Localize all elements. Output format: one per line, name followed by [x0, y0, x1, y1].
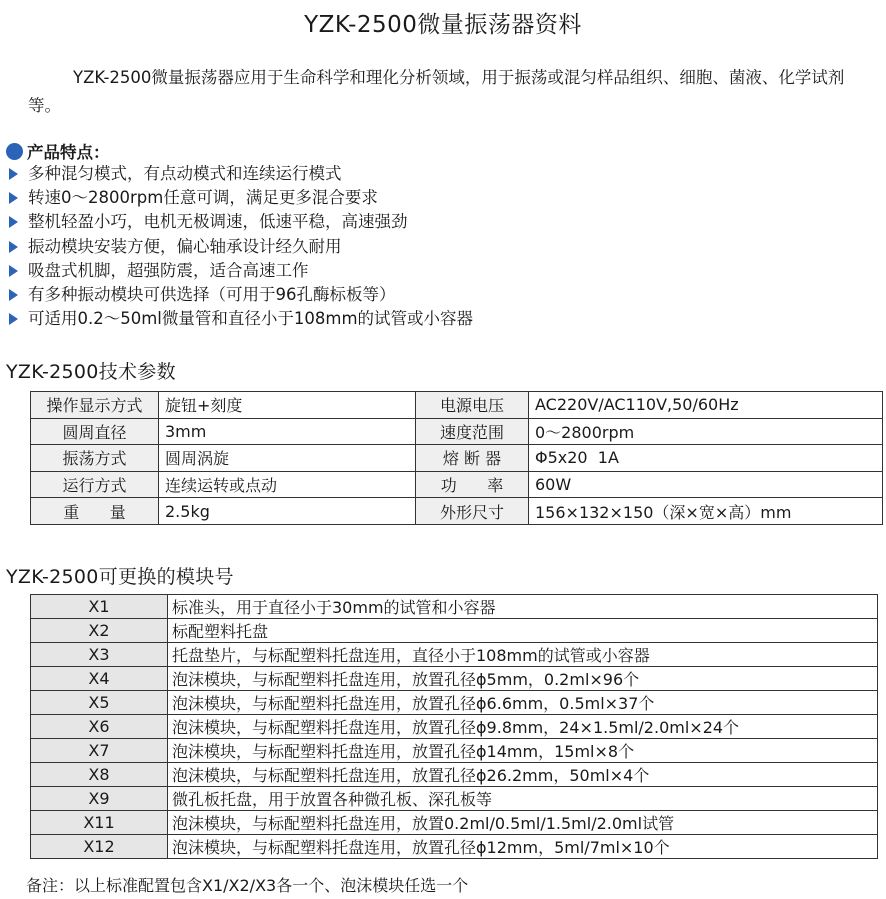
features-heading [6, 139, 110, 163]
feature-item: 振动模块安装方便，偏心轴承设计经久耐用 [8, 235, 473, 259]
modules-title: YZK-2500可更换的模块号 [6, 566, 234, 588]
feature-item: 可适用0.2～50ml微量管和直径小于108mm的试管或小容器 [8, 307, 473, 331]
table-row: X1 标准头，用于直径小于30mm的试管和小容器 [31, 595, 878, 619]
table-row: X9 微孔板托盘，用于放置各种微孔板、深孔板等 [31, 787, 878, 811]
triangle-bullet-icon [9, 216, 18, 228]
table-row: X3 托盘垫片，与标配塑料托盘连用，直径小于108mm的试管或小容器 [31, 643, 878, 667]
table-row: 操作显示方式 旋钮+刻度 电源电压 AC220V/AC110V,50/60Hz [31, 392, 883, 419]
features-heading-label: 产品特点： [27, 143, 110, 162]
page-title: YZK-2500微量振荡器资料 [304, 12, 582, 38]
feature-item: 整机轻盈小巧，电机无极调速，低速平稳，高速强劲 [8, 210, 473, 234]
table-row: X11 泡沫模块，与标配塑料托盘连用，放置0.2ml/0.5ml/1.5ml/2.0ml试管 [31, 811, 878, 835]
spec-table [30, 391, 883, 525]
table-row: 振荡方式 圆周涡旋 熔 断 器 Φ5x20 1A [31, 445, 883, 472]
table-row: 重 量 2.5kg 外形尺寸 156×132×150（深×宽×高）mm [31, 498, 883, 525]
feature-item: 吸盘式机脚，超强防震，适合高速工作 [8, 259, 473, 283]
feature-item: 多种混匀模式，有点动模式和连续运行模式 [8, 162, 473, 186]
table-row: X6 泡沫模块，与标配塑料托盘连用，放置孔径ϕ9.8mm，24×1.5ml/2.0ml×24个 [31, 715, 878, 739]
triangle-bullet-icon [9, 168, 18, 180]
table-row: X8 泡沫模块，与标配塑料托盘连用，放置孔径ϕ26.2mm，50ml×4个 [31, 763, 878, 787]
triangle-bullet-icon [9, 289, 18, 301]
triangle-bullet-icon [9, 241, 18, 253]
intro-paragraph: YZK-2500微量振荡器应用于生命科学和理化分析领域，用于振荡或混匀样品组织、细胞、菌液、化学试剂等。 [28, 68, 845, 115]
table-row: 运行方式 连续运转或点动 功 率 60W [31, 471, 883, 498]
triangle-bullet-icon [9, 192, 18, 204]
features-list [8, 162, 473, 331]
triangle-bullet-icon [9, 313, 18, 325]
spec-title: YZK-2500技术参数 [6, 361, 176, 383]
modules-table [30, 594, 878, 859]
table-row: X12 泡沫模块，与标配塑料托盘连用，放置孔径ϕ12mm，5ml/7ml×10个 [31, 835, 878, 859]
feature-item: 有多种振动模块可供选择（可用于96孔酶标板等） [8, 283, 473, 307]
feature-item: 转速0～2800rpm任意可调，满足更多混合要求 [8, 186, 473, 210]
table-row: X4 泡沫模块，与标配塑料托盘连用，放置孔径ϕ5mm，0.2ml×96个 [31, 667, 878, 691]
circle-bullet-icon [6, 143, 23, 160]
table-row: X7 泡沫模块，与标配塑料托盘连用，放置孔径ϕ14mm，15ml×8个 [31, 739, 878, 763]
table-row: X5 泡沫模块，与标配塑料托盘连用，放置孔径ϕ6.6mm，0.5ml×37个 [31, 691, 878, 715]
table-row: X2 标配塑料托盘 [31, 619, 878, 643]
triangle-bullet-icon [9, 265, 18, 277]
table-row: 圆周直径 3mm 速度范围 0～2800rpm [31, 418, 883, 445]
footnote: 备注：以上标准配置包含X1/X2/X3各一个、泡沫模块任选一个 [26, 876, 469, 895]
